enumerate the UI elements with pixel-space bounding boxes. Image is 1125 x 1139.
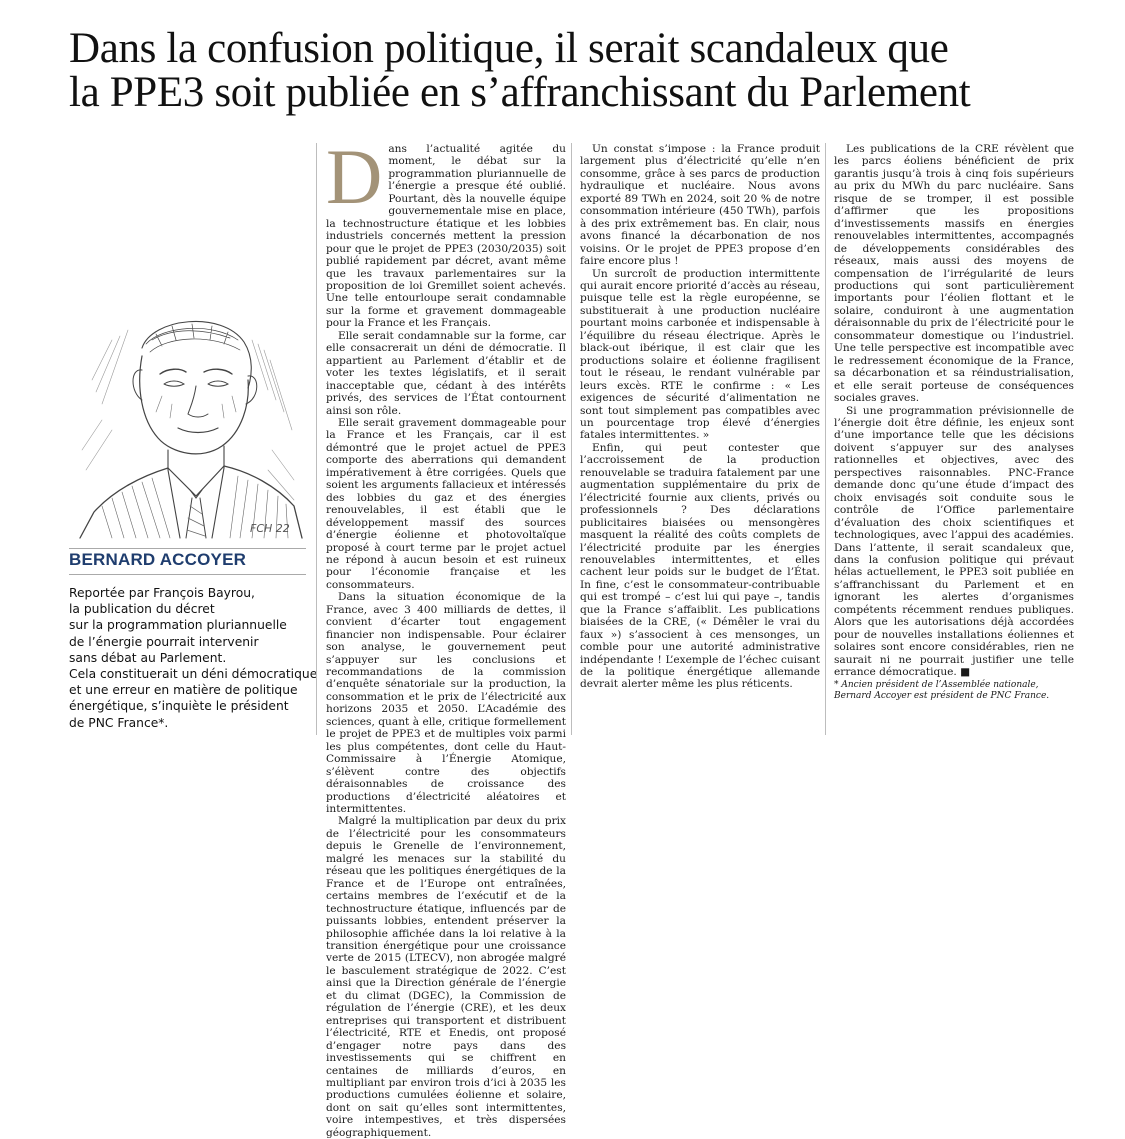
standfirst (69, 585, 318, 731)
headline-line-2: la PPE3 soit publiée en s’affranchissant du Parlement (69, 69, 971, 116)
article-paragraph: Elle serait condamnable sur la forme, car elle consacrerait un déni de démocratie. Il appartient au Parlement d’établir et de voter les textes législatifs, et il serait inacceptable que, cédant à des intérêts privés, des services de l’État contournent ainsi son rôle. (326, 329, 566, 417)
author-footnote (834, 680, 1074, 702)
article-column-3 (834, 143, 1074, 743)
article-paragraph: Dans la situation économique de la France, avec 3 400 milliards de dettes, il convient d’écarter tout engagement financier non indispensable. Pour éclairer son analyse, le gouvernement peut s’appuyer sur les conclusions et recommandations de la commission d’enquête sénatoriale sur la production, la consommation et le prix de l’électricité aux horizons 2035 et 2050. L’Académie des sciences, quant à elle, critique formellement le projet de PPE3 et de multiples voix parmi les plus compétentes, dont celle du Haut-Commissaire à l’Énergie Atomique, s’élèvent contre des objectifs déraisonnables de croissance des productions d’électricité aléatoires et intermittentes. (326, 591, 566, 816)
author-name: BERNARD ACCOYER (69, 550, 247, 569)
column-divider (825, 143, 826, 735)
article-paragraph: Un constat s’impose : la France produit largement plus d’électricité qu’elle n’en consomme, grâce à ses parcs de production hydraulique et nucléaire. Nous avons exporté 89 TWh en 2024, soit 20 % de notre consommation intérieure (450 TWh), parfois à des prix extrêmement bas. En clair, nous avons financé la décarbonation de nos voisins. Or le projet de PPE3 propose d’en faire encore plus ! (580, 143, 820, 268)
author-rule-bottom (69, 574, 306, 575)
author-portrait-sketch (72, 300, 304, 538)
article-paragraph: Un surcroît de production intermittente qui aurait encore priorité d’accès au réseau, puisque telle est la règle européenne, se substituerait à une production nucléaire pourtant moins carbonée et indispensable à l’équilibre du réseau électrique. Après le black-out ibérique, il est clair que les productions solaire et éolienne fragilisent tout le réseau, le rendant vulnérable par leurs excès. RTE le confirme : « Les exigences de sécurité d’alimentation ne sont tout simplement pas compatibles avec un pourcentage trop élevé d’énergies fatales intermittentes. » (580, 267, 820, 442)
standfirst-line: énergétique, s’inquiète le président (69, 699, 289, 714)
standfirst-line: et une erreur en matière de politique (69, 683, 298, 698)
standfirst-line: sans débat au Parlement. (69, 650, 227, 665)
standfirst-line: Reportée par François Bayrou, (69, 586, 255, 600)
author-rule-top (69, 548, 306, 549)
standfirst-line: de PNC France*. (69, 715, 169, 730)
standfirst-line: la publication du décret (69, 602, 215, 617)
article-paragraph: Malgré la multiplication par deux du prix de l’électricité pour les consommateurs depuis le Grenelle de l’environnement, malgré les menaces sur la stabilité du réseau que les politiques énergétiques de la France et de l’Europe ont entraînées, certains membres de l’exécutif et de la technostructure étatique, influencés par de puissants lobbies, entendent préserver la philosophie affichée dans la loi relative à la transition énergétique pour une croissance verte de 2015 (LTECV), non abrogée malgré le basculement stratégique de 2022. C’est ainsi que la Direction générale de l’énergie et du climat (DGEC), la Commission de régulation de l’énergie (CRE), et les deux entreprises qui transportent et distribuent l’électricité, RTE et Enedis, ont proposé d’engager notre pays dans des investissements qui se chiffrent en centaines de milliards d’euros, en multipliant par environ trois d’ici à 2035 les productions cumulées éolienne et solaire, dont on sait qu’elles sont intermittentes, voire intempestives, et très dispersées géographiquement. (326, 815, 566, 1139)
footnote-line-2: Bernard Accoyer est président de PNC France. (834, 691, 1050, 702)
artist-signature: FCH 22 (250, 522, 290, 535)
article-paragraph: Elle serait gravement dommageable pour la France et les Français, car il est démontré que le projet actuel de PPE3 comporte des aberrations qui demandent impérativement à être corrigées. Quels que soient les arguments fallacieux et intéressés des lobbies du gaz et des énergies renouvelables, il est établi que le développement massif des sources d’énergie éolienne et photovoltaïque proposé à court terme par le projet actuel ne répond à aucun besoin et est ruineux pour l’économie française et les consommateurs. (326, 416, 566, 591)
standfirst-line: de l’énergie pourrait intervenir (69, 634, 259, 649)
standfirst-line: Cela constituerait un déni démocratique (69, 667, 318, 682)
paragraph-text: ans l’actualité agitée du moment, le débat sur la programmation pluriannuelle de l’énergie a presque été oublié. Pourtant, dès la nouvelle équipe gouvernementale mise en place, la technostructure étatique et les lobbies industriels concernés mettent la pression pour que le projet de PPE3 (2030/2035) soit publié rapidement par décret, avant même que les travaux parlementaires sur la proposition de loi Gremillet soient achevés. Une telle entourloupe serait condamnable sur la forme et gravement dommageable pour la France et les Français. (326, 143, 566, 330)
article-column-1 (326, 133, 566, 1139)
article-paragraph: Si une programmation prévisionnelle de l’énergie doit être définie, les enjeux sont d’une importance telle que les décisions doivent s’appuyer sur des analyses rationnelles et objectives, avec des perspectives raisonnables. PNC-France demande donc qu’une étude d’impact des choix envisagés soit conduite sous le contrôle de l’Office parlementaire d’évaluation des choix scientifiques et technologiques, avec l’appui des académies. Dans l’attente, il serait scandaleux que, dans la confusion politique qui prévaut hélas actuellement, le PPE3 soit publiée en s’affranchissant du Parlement et en ignorant les alertes d’organismes compétents récemment rendues publiques. Alors que les autorisations déjà accordées pour de nouvelles installations éoliennes et solaires sont encore considérables, rien ne saurait ni ne pourrait justifier une telle errance démocratique. ■ (834, 404, 1074, 679)
column-divider (316, 143, 317, 735)
article-paragraph: Les publications de la CRE révèlent que les parcs éoliens bénéficient de prix garantis jusqu’à trois à cinq fois supérieurs au prix du MWh du parc nucléaire. Sans risque de se tromper, il est possible d’affirmer que les propositions d’investissements massifs en énergies renouvelables intermittentes, accompagnés de développements considérables des réseaux, mais aussi des moyens de compensation de l’irrégularité de leurs productions qui sont particulièrement importants pour l’éolien flottant et le solaire, conduiront à une augmentation déraisonnable du prix de l’électricité pour le consommateur domestique ou l’industriel. Une telle perspective est incompatible avec le redressement économique de la France, sa décarbonation et sa réindustrialisation, et elle serait porteuse de conséquences sociales graves. (834, 143, 1074, 405)
headline (69, 27, 1109, 115)
article-paragraph (326, 133, 566, 330)
article-paragraph: Enfin, qui peut contester que l’accroissement de la production renouvelable se traduira fatalement par une augmentation supplémentaire du prix de l’électricité fournie aux clients, privés ou professionnels ? Des déclarations publicitaires biaisées ou mensongères masquent la réalité des coûts complets de l’électricité produite par les énergies renouvelables intermittentes, et elles cachent leur poids sur le budget de l’État. In fine, c’est le consommateur-contribuable qui est trompé – c’est lui qui paye –, tandis que la France s’affaiblit. Les publications biaisées de la CRE, (« Démêler le vrai du faux ») s’associent à ces mensonges, un comble pour une autorité administrative indépendante ! L’exemple de l’échec cuisant de la politique énergétique allemande devrait alerter même les plus réticents. (580, 441, 820, 691)
article-column-2 (580, 143, 820, 743)
headline-line-1: Dans la confusion politique, il serait scandaleux que (69, 25, 949, 72)
column-divider (571, 143, 572, 735)
footnote-line-1: * Ancien président de l’Assemblée nationale, (834, 680, 1039, 691)
standfirst-line: sur la programmation pluriannuelle (69, 618, 287, 633)
drop-cap: D (326, 133, 383, 220)
